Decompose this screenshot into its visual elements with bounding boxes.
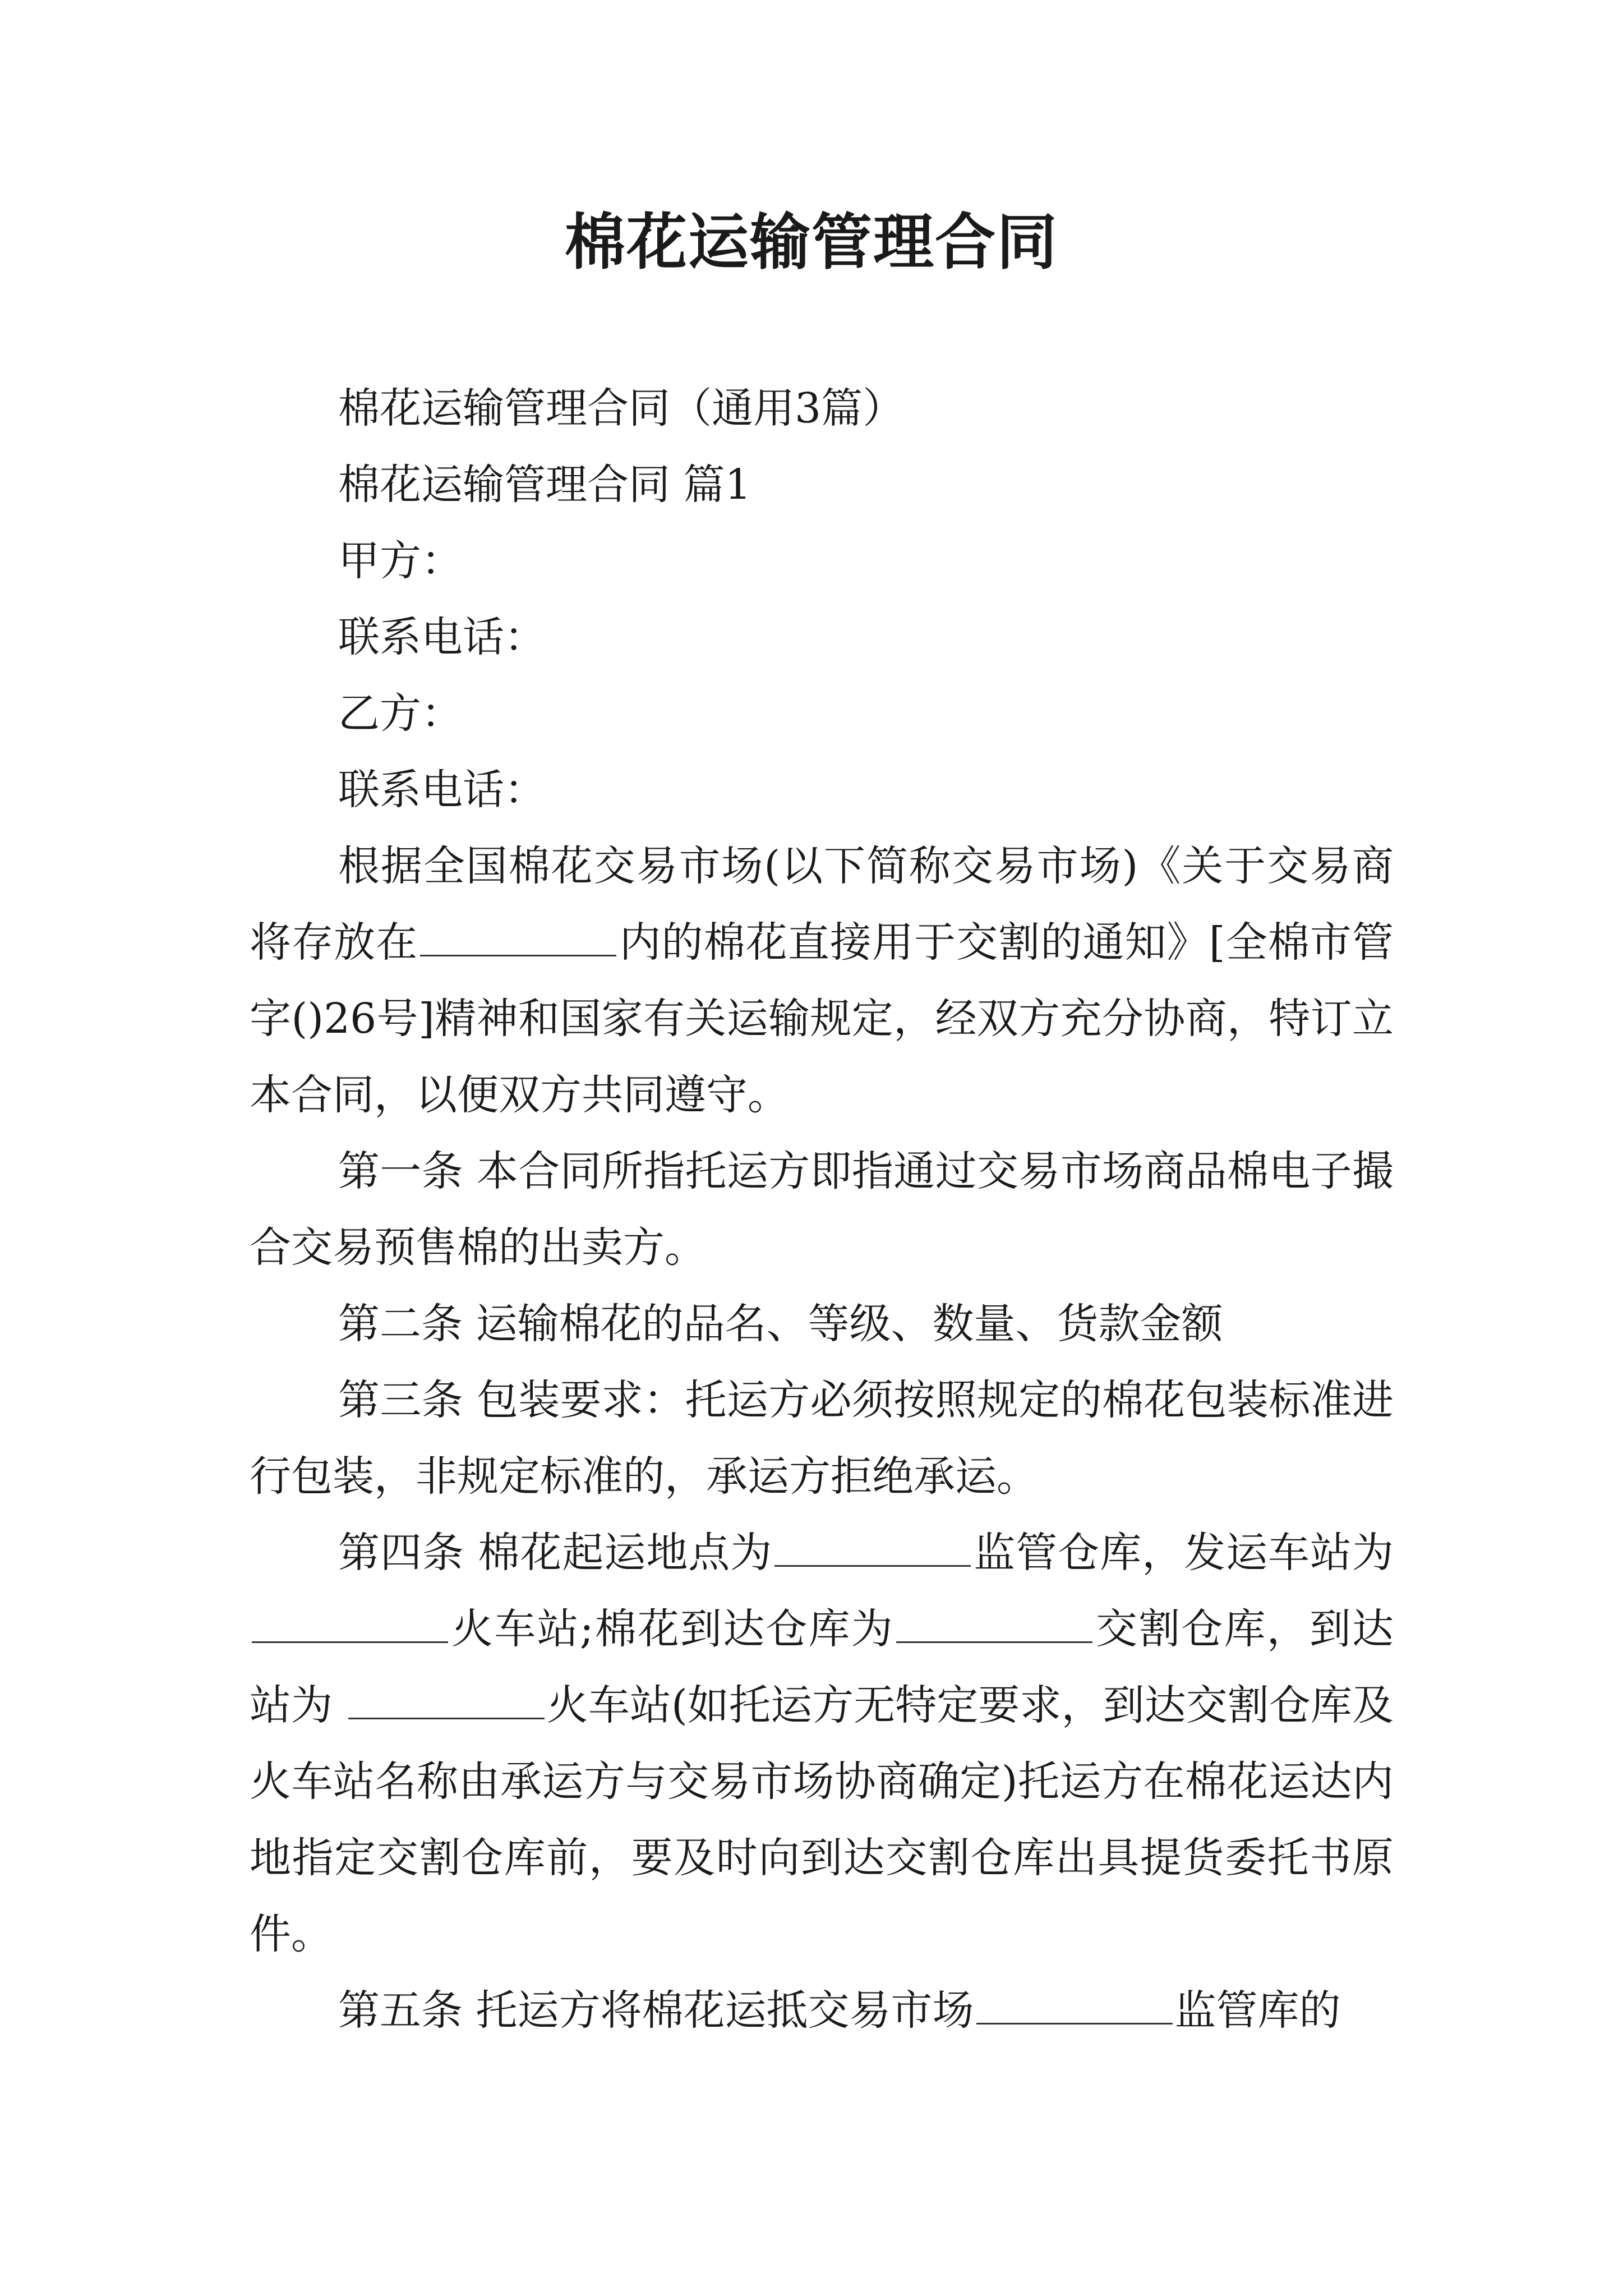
- article-1-paragraph: 第一条 本合同所指托运方即指通过交易市场商品棉电子撮合交易预售棉的出卖方。: [250, 1147, 1394, 1272]
- fill-in-blank: [774, 1526, 971, 1567]
- article-5-text-2: 监管库的: [1174, 1986, 1341, 2035]
- document-title: 棉花运输管理合同: [564, 207, 1058, 278]
- fill-in-blank: [252, 1602, 448, 1643]
- preamble-text-1: 根据全国棉花交易市场(以下简称交易市场)《关于交易商将存放在: [250, 842, 1394, 967]
- article-4-text-3: 火车站;棉花到达仓库为: [450, 1605, 894, 1653]
- party-a-phone-line: 联系电话：: [338, 613, 546, 661]
- fill-in-blank: [976, 1984, 1173, 2024]
- article-4-text-1: 第四条 棉花起运地点为: [338, 1529, 773, 1577]
- fill-in-blank: [896, 1602, 1092, 1643]
- article-4-text-4: 交割仓库，到达站为: [250, 1605, 1394, 1729]
- article-4-text-2: 监管仓库，发运车站为: [973, 1529, 1394, 1577]
- article-5-paragraph: [250, 1972, 1394, 2049]
- fill-in-blank: [348, 1678, 545, 1719]
- preamble-text-2: 内的棉花直接用于交割的通知》[全棉市管字()26号]精神和国家有关运输规定，经双方充分协商，特订立本合同，以便双方共同遵守。: [250, 918, 1394, 1119]
- article-5-text-1: 第五条 托运方将棉花运抵交易市场: [338, 1986, 974, 2035]
- party-b-phone-line: 联系电话：: [338, 766, 546, 814]
- article-2-paragraph: 第二条 运输棉花的品名、等级、数量、货款金额: [338, 1300, 1223, 1348]
- article-4-paragraph: [250, 1515, 1394, 1972]
- party-a-line: 甲方：: [338, 537, 463, 585]
- article-3-paragraph: 第三条 包装要求：托运方必须按照规定的棉花包装标准进行包装，非规定标准的，承运方拒绝承运。: [250, 1376, 1394, 1501]
- fill-in-blank: [420, 915, 616, 956]
- article-4-text-5: 火车站(如托运方无特定要求，到达交割仓库及火车站名称由承运方与交易市场协商确定)托运方在棉花运达内地指定交割仓库前，要及时向到达交割仓库出具提货委托书原件。: [250, 1681, 1394, 1958]
- part-heading: 棉花运输管理合同 篇1: [338, 461, 751, 509]
- preamble-paragraph: [250, 828, 1394, 1133]
- document-body: [250, 370, 1394, 2049]
- party-b-line: 乙方：: [338, 689, 463, 738]
- subtitle-paragraph: 棉花运输管理合同（通用3篇）: [338, 384, 905, 432]
